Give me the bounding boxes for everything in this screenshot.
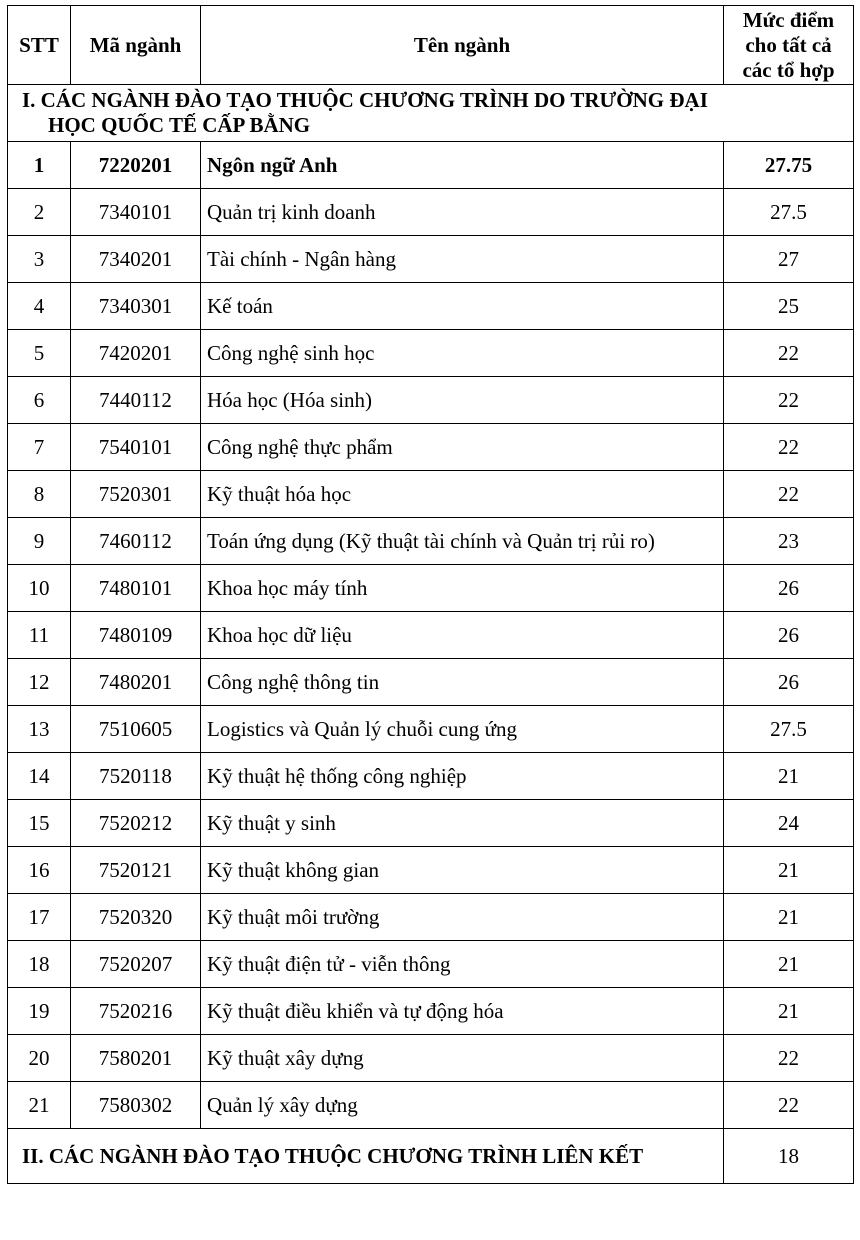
header-stt: STT: [8, 6, 71, 85]
row-code: 7520216: [71, 988, 201, 1035]
row-score: 22: [724, 377, 854, 424]
row-name: Kỹ thuật điện tử - viễn thông: [201, 941, 724, 988]
section-2-title: [8, 1129, 724, 1184]
table-row: [8, 941, 854, 988]
row-name: Kỹ thuật môi trường: [201, 894, 724, 941]
row-name: Kỹ thuật điều khiển và tự động hóa: [201, 988, 724, 1035]
row-score: 26: [724, 659, 854, 706]
row-score: 21: [724, 941, 854, 988]
row-code: 7340301: [71, 283, 201, 330]
row-code: 7520301: [71, 471, 201, 518]
table-row: [8, 189, 854, 236]
table-row: [8, 330, 854, 377]
row-stt: 17: [8, 894, 71, 941]
row-score: 24: [724, 800, 854, 847]
row-score: 27: [724, 236, 854, 283]
table-row: [8, 236, 854, 283]
header-code: Mã ngành: [71, 6, 201, 85]
row-code: 7520207: [71, 941, 201, 988]
table-row: [8, 988, 854, 1035]
row-stt: 3: [8, 236, 71, 283]
row-stt: 16: [8, 847, 71, 894]
row-code: 7340101: [71, 189, 201, 236]
header-name: Tên ngành: [201, 6, 724, 85]
table-row: [8, 471, 854, 518]
row-stt: 9: [8, 518, 71, 565]
section-2-line2: KẾT: [598, 1143, 644, 1168]
table-row: [8, 706, 854, 753]
row-code: 7340201: [71, 236, 201, 283]
section-2-score: 18: [724, 1129, 854, 1184]
row-score: 27.5: [724, 706, 854, 753]
row-name: Ngôn ngữ Anh: [201, 142, 724, 189]
row-name: Tài chính - Ngân hàng: [201, 236, 724, 283]
row-stt: 19: [8, 988, 71, 1035]
row-stt: 10: [8, 565, 71, 612]
row-name: Kỹ thuật không gian: [201, 847, 724, 894]
row-score: 26: [724, 612, 854, 659]
row-name: Kỹ thuật hóa học: [201, 471, 724, 518]
admission-score-table: [7, 5, 854, 1184]
row-name: Toán ứng dụng (Kỹ thuật tài chính và Quản trị rủi ro): [201, 518, 724, 565]
header-score-line3: các tổ hợp: [742, 57, 835, 82]
row-code: 7220201: [71, 142, 201, 189]
row-score: 23: [724, 518, 854, 565]
row-code: 7480101: [71, 565, 201, 612]
row-name: Hóa học (Hóa sinh): [201, 377, 724, 424]
row-name: Logistics và Quản lý chuỗi cung ứng: [201, 706, 724, 753]
row-stt: 14: [8, 753, 71, 800]
row-score: 22: [724, 330, 854, 377]
header-score-line1: Mức điểm: [742, 7, 835, 32]
table-row: [8, 612, 854, 659]
row-score: 22: [724, 1035, 854, 1082]
section-2-line1: II. CÁC NGÀNH ĐÀO TẠO THUỘC CHƯƠNG TRÌNH LIÊN: [22, 1143, 594, 1168]
row-score: 22: [724, 1082, 854, 1129]
row-code: 7520121: [71, 847, 201, 894]
row-score: 21: [724, 847, 854, 894]
row-name: Kỹ thuật y sinh: [201, 800, 724, 847]
table-row: [8, 659, 854, 706]
row-code: 7510605: [71, 706, 201, 753]
table-row: [8, 1082, 854, 1129]
row-stt: 12: [8, 659, 71, 706]
row-name: Công nghệ thực phẩm: [201, 424, 724, 471]
table-row: [8, 1035, 854, 1082]
row-stt: 15: [8, 800, 71, 847]
row-code: 7480109: [71, 612, 201, 659]
row-score: 21: [724, 988, 854, 1035]
row-stt: 6: [8, 377, 71, 424]
table-row: [8, 424, 854, 471]
table-header-row: [8, 6, 854, 85]
row-score: 26: [724, 565, 854, 612]
table-row: [8, 283, 854, 330]
row-stt: 11: [8, 612, 71, 659]
row-stt: 5: [8, 330, 71, 377]
row-name: Khoa học máy tính: [201, 565, 724, 612]
header-score: [724, 6, 854, 85]
row-name: Quản trị kinh doanh: [201, 189, 724, 236]
row-score: 21: [724, 894, 854, 941]
row-score: 27.5: [724, 189, 854, 236]
table-row: [8, 894, 854, 941]
row-score: 27.75: [724, 142, 854, 189]
section-2-row: [8, 1129, 854, 1184]
row-score: 25: [724, 283, 854, 330]
row-name: Khoa học dữ liệu: [201, 612, 724, 659]
section-1-title: [8, 85, 854, 142]
row-score: 21: [724, 753, 854, 800]
row-code: 7520118: [71, 753, 201, 800]
row-score: 22: [724, 424, 854, 471]
row-code: 7440112: [71, 377, 201, 424]
row-name: Kỹ thuật hệ thống công nghiệp: [201, 753, 724, 800]
table-row: [8, 753, 854, 800]
row-stt: 8: [8, 471, 71, 518]
table-row: [8, 518, 854, 565]
row-code: 7460112: [71, 518, 201, 565]
row-name: Công nghệ sinh học: [201, 330, 724, 377]
row-stt: 13: [8, 706, 71, 753]
table-row: [8, 565, 854, 612]
row-stt: 1: [8, 142, 71, 189]
section-1-row: [8, 85, 854, 142]
row-stt: 20: [8, 1035, 71, 1082]
row-code: 7520320: [71, 894, 201, 941]
section-1-line1: I. CÁC NGÀNH ĐÀO TẠO THUỘC CHƯƠNG TRÌNH DO TRƯỜNG ĐẠI: [22, 88, 708, 112]
row-stt: 21: [8, 1082, 71, 1129]
row-code: 7480201: [71, 659, 201, 706]
header-score-line2: cho tất cả: [745, 32, 832, 57]
row-name: Kỹ thuật xây dựng: [201, 1035, 724, 1082]
row-name: Công nghệ thông tin: [201, 659, 724, 706]
table-body: [8, 142, 854, 1129]
row-code: 7540101: [71, 424, 201, 471]
row-code: 7580302: [71, 1082, 201, 1129]
row-stt: 2: [8, 189, 71, 236]
row-name: Kế toán: [201, 283, 724, 330]
row-code: 7580201: [71, 1035, 201, 1082]
row-name: Quản lý xây dựng: [201, 1082, 724, 1129]
table-row: [8, 800, 854, 847]
table-row: [8, 847, 854, 894]
row-stt: 7: [8, 424, 71, 471]
row-code: 7420201: [71, 330, 201, 377]
table-row: [8, 142, 854, 189]
section-1-line2: HỌC QUỐC TẾ CẤP BẰNG: [48, 113, 311, 137]
row-score: 22: [724, 471, 854, 518]
table-row: [8, 377, 854, 424]
row-stt: 18: [8, 941, 71, 988]
row-stt: 4: [8, 283, 71, 330]
row-code: 7520212: [71, 800, 201, 847]
